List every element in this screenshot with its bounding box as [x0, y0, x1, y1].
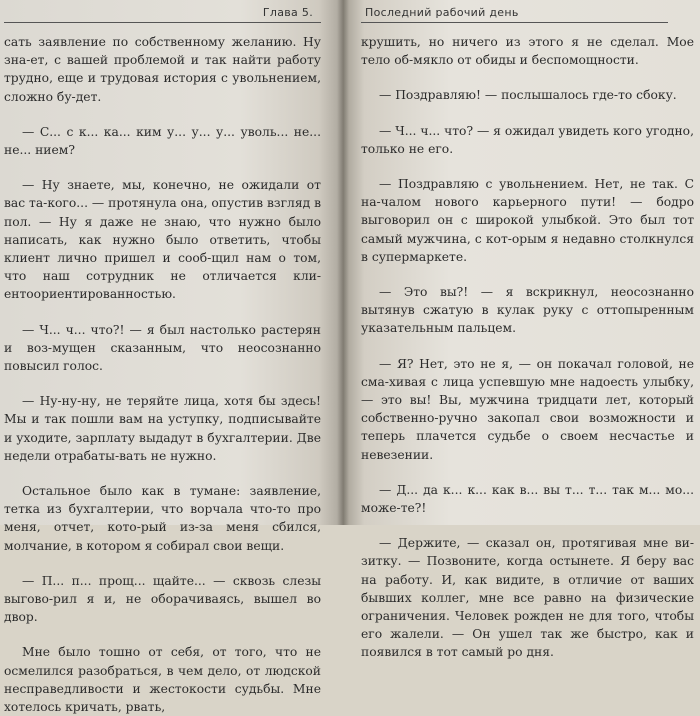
paragraph: сать заявление по собственному желанию. Ну зна-ет, с вашей проблемой и так найти работу трудно, еще и трудовая история с увольнением, сложно бу-дет.: [4, 35, 321, 104]
paragraph: — Поздравляю с увольнением. Нет, не так. С на-чалом нового карьерного пути! — бодро выговорил он с широкой улыбкой. Это был тот самый мужчина, с кот-орым я недавно столкнулся в супермаркете.: [361, 177, 694, 264]
paragraph: — П... п... прощ... щайте... — сквозь слезы выгово-рил я и, не оборачиваясь, вышел во двор.: [4, 573, 321, 625]
paragraph: — Ну знаете, мы, конечно, не ожидали от вас та-кого... — протянула она, опустив взгляд в пол. — Ну я даже не знаю, что нужно было написать, как нужно было ответить, чтобы клиент лично пришел и сооб-щил нам о том, что наш сотрудник не отличается кли-ентоориентированностью.: [4, 178, 321, 302]
paragraph: — Ч... ч... что?! — я был настолько растерян и воз-мущен сказанным, что неосознанно повысил голос.: [4, 322, 321, 374]
paragraph: — Я? Нет, это не я, — он покачал головой, не сма-хивая с лица успевшую мне надоесть улыбку, — это вы! Вы, мужчина тридцати лет, который собственно-ручно закопал свои возможности и теперь плачется судьбе о своем несчастье и невезении.: [361, 356, 694, 462]
paragraph: — Д... да к... к... как в... вы т... т... так м... мо... може-те?!: [361, 482, 694, 516]
paragraph: — Поздравляю! — послышалось где-то сбоку.: [379, 88, 677, 103]
paragraph: Остальное было как в тумане: заявление, теткa из бухгалтерии, что ворчала что-то про меня, отчет, кото-рый из-за меня сбился, молчание, в котором я собирал свои вещи.: [4, 484, 321, 553]
paragraph: — С... с к... ка... ким у... у... у... уволь... не... не... нием?: [4, 124, 321, 158]
paragraph: — Ч... ч... что? — я ожидал увидеть кого угодно, только не его.: [361, 123, 694, 156]
paragraph: — Ну-ну-ну, не теряйте лица, хотя бы здесь! Мы и так пошли вам на уступку, подписывайте и уходите, зарплату выдадут в бухгалтерии. Две недели отрабаты-вать не нужно.: [4, 394, 321, 463]
left-page: [0, 0, 343, 715]
paragraph: Мне было тошно от себя, от того, что не осмелился разобраться, в чем дело, от людской несправедливости и жестокости судьбы. Мне хотелось кричать, рвать,: [4, 645, 321, 715]
running-head-left: Глава 5.: [4, 6, 321, 23]
book-gutter: [337, 0, 349, 525]
running-head-right: Последний рабочий день: [361, 6, 668, 23]
paragraph: — Держите, — сказал он, протягивая мне ви-зитку. — Позвоните, когда остынете. Я беру вас на работу. И, как видите, в отличие от ваших бывших коллег, мне все равно на физические ограничения. Человек рожден не для того, чтобы его жалели. — Он ушел так же быстро, как и появился в тот самый ро дня.: [361, 536, 694, 660]
paragraph: — Это вы?! — я вскрикнул, неосознанно вытянув сжатую в кулак руку с оттопыренным указательным пальцем.: [361, 285, 694, 336]
right-page: [343, 0, 700, 660]
paragraph: крушить, но ничего из этого я не сделал. Мое тело об-мякло от обиды и беспомощности.: [361, 35, 694, 68]
